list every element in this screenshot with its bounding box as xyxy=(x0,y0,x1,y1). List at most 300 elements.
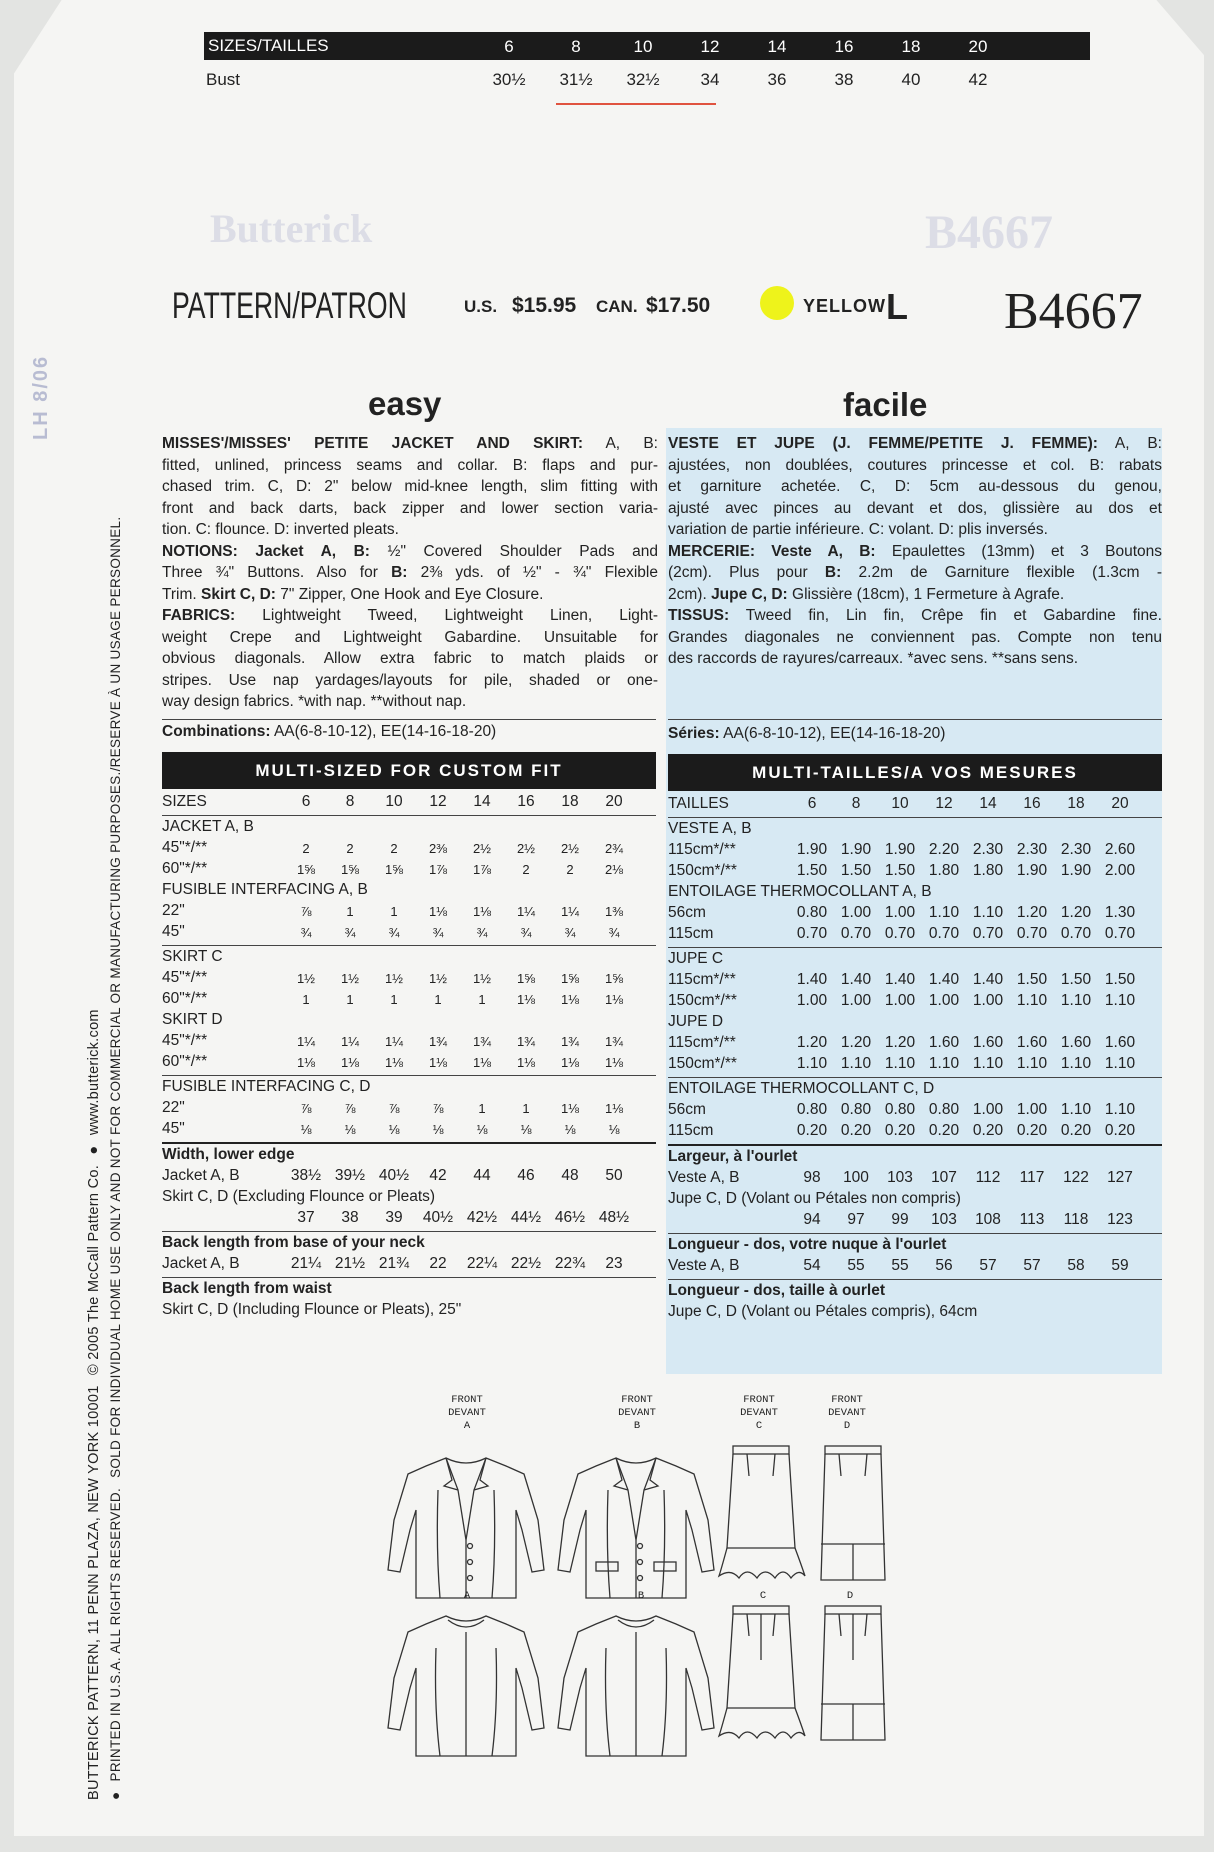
row-label: 45" xyxy=(162,923,185,940)
table-cell: ⅛ xyxy=(344,1122,356,1137)
table-cell: 1 xyxy=(478,1101,486,1116)
table-divider xyxy=(162,1075,656,1076)
table-row xyxy=(162,969,656,990)
table-cell: 1¾ xyxy=(516,1034,536,1049)
table-cell: 38½ xyxy=(290,1167,322,1184)
row-label: 115cm*/** xyxy=(668,841,736,858)
table-cell: 0.70 xyxy=(928,925,960,942)
table-cell: 12 xyxy=(935,795,953,812)
table-cell: ¾ xyxy=(608,925,620,940)
table-cell: ¾ xyxy=(344,925,356,940)
table-divider xyxy=(668,817,1162,818)
side-website: www.butterick.com xyxy=(86,1009,102,1136)
table-cell: 1.80 xyxy=(972,862,1004,879)
row-label: 22" xyxy=(162,1099,185,1116)
row-label: Skirt C, D (Including Flounce or Pleats), 25" xyxy=(162,1301,462,1318)
table-row xyxy=(668,862,1162,883)
jacket-back-drawing xyxy=(556,1608,716,1758)
table-cell: 0.80 xyxy=(840,1101,872,1118)
english-description-line: fitted, unlined, princess seams and collar. B: flaps and pur- xyxy=(162,456,658,474)
table-cell: 0.70 xyxy=(884,925,916,942)
table-row xyxy=(162,948,656,969)
table-cell: 1½ xyxy=(472,971,492,986)
table-cell: 1.10 xyxy=(972,1055,1004,1072)
table-row xyxy=(162,1167,656,1188)
pattern-number: B4667 xyxy=(1004,283,1143,340)
ink-stamp: LH 8/06 xyxy=(30,354,52,440)
table-cell: 1¼ xyxy=(340,1034,360,1049)
size-cell: 12 xyxy=(700,37,720,56)
front-view-label-line: DEVANT xyxy=(618,1407,656,1419)
table-cell: 1.00 xyxy=(1016,1101,1048,1118)
front-view-label xyxy=(724,1394,794,1433)
table-cell: ¾ xyxy=(476,925,488,940)
table-cell: 1.90 xyxy=(796,841,828,858)
size-letter: L xyxy=(886,286,908,327)
table-cell: 2.60 xyxy=(1104,841,1136,858)
table-cell: 2½ xyxy=(472,841,492,856)
table-cell: 57 xyxy=(1023,1257,1041,1274)
table-row xyxy=(162,881,656,902)
series-value: AA(6-8-10-12), EE(14-16-18-20) xyxy=(723,725,946,742)
bust-cell: 38 xyxy=(834,70,854,89)
table-cell: ⅞ xyxy=(300,1101,312,1116)
front-view-label-line: DEVANT xyxy=(828,1407,866,1419)
skirt-front-drawing xyxy=(721,1440,801,1590)
table-cell: 1.00 xyxy=(884,904,916,921)
size-cell: 6 xyxy=(504,37,514,56)
table-cell: 1.60 xyxy=(1016,1034,1048,1051)
row-label: Largeur, à l'ourlet xyxy=(668,1148,798,1165)
table-cell: 1¾ xyxy=(472,1034,492,1049)
table-cell: 1.60 xyxy=(972,1034,1004,1051)
table-row xyxy=(162,1053,656,1074)
table-cell: 1⅞ xyxy=(428,862,448,877)
table-cell: 1⅛ xyxy=(560,992,580,1007)
row-label: FUSIBLE INTERFACING A, B xyxy=(162,881,368,898)
table-cell: 0.20 xyxy=(1104,1122,1136,1139)
table-cell: ⅛ xyxy=(476,1122,488,1137)
side-legal-text-2: ● PRINTED IN U.S.A. ALL RIGHTS RESERVED. SOLD FOR INDIVIDUAL HOME USE ONLY AND NOT FOR COMMERCIAL OR MANUFACTURING PURPOSES./RESERVE À UN USAGE PERSONNEL. xyxy=(108,516,123,1800)
table-cell: 12 xyxy=(429,793,447,810)
table-cell: 1.10 xyxy=(796,1055,828,1072)
bust-label: Bust xyxy=(206,70,241,89)
row-label: 115cm xyxy=(668,1122,714,1139)
table-row xyxy=(162,902,656,923)
table-cell: 2 xyxy=(390,841,398,856)
table-cell: ¾ xyxy=(388,925,400,940)
table-cell: 0.20 xyxy=(928,1122,960,1139)
front-view-label xyxy=(812,1394,882,1433)
table-cell: 40½ xyxy=(378,1167,410,1184)
table-cell: 2⅛ xyxy=(604,862,624,877)
front-view-label-line: D xyxy=(843,1420,851,1432)
row-label: Jupe C, D (Volant ou Pétales non compris) xyxy=(668,1190,961,1207)
table-cell: 1.10 xyxy=(840,1055,872,1072)
table-cell: 1.10 xyxy=(1104,992,1136,1009)
french-description-line: ajusté avec pinces au devant et dos, glissière au dos et xyxy=(668,499,1162,517)
table-row xyxy=(162,1120,656,1141)
front-view-label-line: FRONT xyxy=(743,1394,775,1406)
row-label: 45"*/** xyxy=(162,969,208,986)
english-description-line: Three ¾" Buttons. Also for B: 2⅜ yds. of ½" - ¾" Flexible xyxy=(162,564,658,581)
table-cell: 1.40 xyxy=(928,971,960,988)
english-description-line: obvious diagonals. Allow extra fabric to match plaids or xyxy=(162,650,658,667)
combinations-label: Combinations: xyxy=(162,723,271,740)
table-cell: 16 xyxy=(517,793,535,810)
size-cell: 18 xyxy=(901,37,921,56)
table-cell: 1⅛ xyxy=(428,904,448,919)
table-row xyxy=(162,1011,656,1032)
table-cell: 1.10 xyxy=(1104,1101,1136,1118)
table-cell: 1.10 xyxy=(884,1055,916,1072)
table-cell: 1.90 xyxy=(1016,862,1048,879)
table-cell: 0.20 xyxy=(1016,1122,1048,1139)
table-cell: ⅛ xyxy=(432,1122,444,1137)
table-cell: 1 xyxy=(522,1101,530,1116)
table-cell: 1.10 xyxy=(1060,1101,1092,1118)
table-cell: 1 xyxy=(302,992,310,1007)
table-cell: 1⅛ xyxy=(296,1055,316,1070)
table-cell: 0.70 xyxy=(796,925,828,942)
table-divider xyxy=(162,815,656,816)
table-cell: 22 xyxy=(429,1255,447,1272)
can-price: $17.50 xyxy=(646,294,711,317)
table-cell: 1.10 xyxy=(1016,992,1048,1009)
row-label: VESTE A, B xyxy=(668,820,752,837)
table-cell: 58 xyxy=(1067,1257,1085,1274)
table-cell: 123 xyxy=(1107,1211,1133,1228)
english-description-line: NOTIONS: Jacket A, B: ½" Covered Shoulder Pads and xyxy=(162,542,658,560)
table-cell: ¾ xyxy=(432,925,444,940)
french-description-line: Grandes diagonales ne conviennent pas. Compte non tenu xyxy=(668,628,1162,646)
pattern-label: PATTERN/PATRON xyxy=(172,285,407,326)
row-label: 60"*/** xyxy=(162,1053,208,1070)
table-cell: 1⅜ xyxy=(604,904,624,919)
bust-cell: 42 xyxy=(968,70,988,89)
table-cell: 1.60 xyxy=(928,1034,960,1051)
table-divider xyxy=(162,1142,656,1144)
table-cell: 2.20 xyxy=(928,841,960,858)
table-row xyxy=(668,992,1162,1013)
table-cell: 1.20 xyxy=(1060,904,1092,921)
table-divider xyxy=(668,1233,1162,1234)
row-label: Veste A, B xyxy=(668,1169,740,1186)
table-cell: 2.00 xyxy=(1104,862,1136,879)
side-printed: PRINTED IN U.S.A. ALL RIGHTS RESERVED. xyxy=(108,1487,123,1782)
table-cell: 59 xyxy=(1111,1257,1129,1274)
table-cell: 2.30 xyxy=(1016,841,1048,858)
english-description-line: Trim. Skirt C, D: 7" Zipper, One Hook and Eye Closure. xyxy=(162,585,544,603)
red-marker-line xyxy=(556,103,716,105)
table-row xyxy=(668,1169,1162,1190)
table-cell: 1⅞ xyxy=(472,862,492,877)
table-cell: 1.10 xyxy=(1060,992,1092,1009)
table-cell: 0.20 xyxy=(972,1122,1004,1139)
table-cell: 10 xyxy=(891,795,909,812)
table-cell: 1.50 xyxy=(1104,971,1136,988)
table-row xyxy=(668,925,1162,946)
table-divider xyxy=(668,1144,1162,1146)
table-cell: 1.90 xyxy=(840,841,872,858)
english-description-line: MISSES'/MISSES' PETITE JACKET AND SKIRT: A, B: xyxy=(162,435,658,452)
size-cell: 20 xyxy=(968,37,988,56)
ghost-code: B4667 xyxy=(925,206,1054,259)
table-title-fr: MULTI-TAILLES/A VOS MESURES xyxy=(668,754,1162,791)
table-cell: 1⅝ xyxy=(516,971,536,986)
table-cell: 1.00 xyxy=(840,992,872,1009)
row-label: SKIRT C xyxy=(162,948,223,965)
table-row xyxy=(668,883,1162,904)
table-row xyxy=(668,904,1162,925)
row-label: ENTOILAGE THERMOCOLLANT C, D xyxy=(668,1080,935,1097)
row-label: Back length from waist xyxy=(162,1280,332,1297)
back-view-label: B xyxy=(637,1590,645,1602)
table-cell: 21½ xyxy=(334,1255,366,1272)
table-cell: 1.60 xyxy=(1104,1034,1136,1051)
table-cell: 1.00 xyxy=(796,992,828,1009)
table-cell: 1.50 xyxy=(884,862,916,879)
table-cell: 0.80 xyxy=(796,1101,828,1118)
front-view-label xyxy=(602,1394,672,1433)
table-row xyxy=(668,841,1162,862)
table-cell: 0.20 xyxy=(840,1122,872,1139)
table-row xyxy=(668,1190,1162,1211)
table-row xyxy=(668,971,1162,992)
table-cell: ⅞ xyxy=(432,1101,444,1116)
table-row xyxy=(668,1257,1162,1278)
row-label: 45" xyxy=(162,1120,185,1137)
table-cell: 54 xyxy=(803,1257,821,1274)
us-label: U.S. xyxy=(464,297,498,316)
divider xyxy=(162,719,656,720)
table-cell: 23 xyxy=(605,1255,623,1272)
jacket-back-drawing xyxy=(386,1608,546,1758)
table-cell: ⅞ xyxy=(344,1101,356,1116)
table-cell: 1.30 xyxy=(1104,904,1136,921)
row-label: ENTOILAGE THERMOCOLLANT A, B xyxy=(668,883,932,900)
row-label: Veste A, B xyxy=(668,1257,740,1274)
front-view-label-line: FRONT xyxy=(621,1394,653,1406)
table-cell: 46½ xyxy=(554,1209,586,1226)
table-cell: 1.10 xyxy=(928,1055,960,1072)
table-cell: 20 xyxy=(1111,795,1129,812)
table-divider xyxy=(668,1279,1162,1280)
table-cell: 1.90 xyxy=(884,841,916,858)
table-cell: 1¾ xyxy=(428,1034,448,1049)
table-row xyxy=(162,1234,656,1255)
table-cell: 1 xyxy=(346,992,354,1007)
table-cell: 1.40 xyxy=(796,971,828,988)
table-cell: 1¼ xyxy=(384,1034,404,1049)
table-cell: 0.80 xyxy=(796,904,828,921)
table-cell: 0.80 xyxy=(884,1101,916,1118)
table-row xyxy=(668,1122,1162,1143)
table-cell: 0.70 xyxy=(840,925,872,942)
table-row xyxy=(162,1146,656,1167)
table-cell: 21¾ xyxy=(378,1255,410,1272)
front-view-label-line: FRONT xyxy=(831,1394,863,1406)
table-cell: 1⅛ xyxy=(428,1055,448,1070)
row-label: JACKET A, B xyxy=(162,818,254,835)
table-row xyxy=(668,1055,1162,1076)
ghost-brand: Butterick xyxy=(210,206,373,251)
row-label: 150cm*/** xyxy=(668,1055,737,1072)
table-row xyxy=(668,820,1162,841)
table-cell: 1⅝ xyxy=(384,862,404,877)
table-cell: 1¼ xyxy=(296,1034,316,1049)
table-cell: 103 xyxy=(887,1169,913,1186)
row-label: JUPE D xyxy=(668,1013,724,1030)
row-label: Jacket A, B xyxy=(162,1255,240,1272)
side-address: BUTTERICK PATTERN, 11 PENN PLAZA, NEW YORK 10001 xyxy=(86,1385,102,1800)
row-label: 60"*/** xyxy=(162,990,208,1007)
skirt-back-drawing xyxy=(813,1600,893,1750)
us-price: $15.95 xyxy=(512,294,577,317)
table-cell: 55 xyxy=(847,1257,865,1274)
table-cell: 117 xyxy=(1019,1169,1045,1186)
can-label: CAN. xyxy=(596,297,638,316)
table-row xyxy=(668,1282,1162,1303)
table-cell: 1 xyxy=(478,992,486,1007)
back-view-label: C xyxy=(759,1590,767,1602)
english-description-line: stripes. Use nap yardages/layouts for pile, shaded or one- xyxy=(162,671,658,689)
french-description-line: variation de partie inférieure. C: volant. D: plis inversés. xyxy=(668,521,1048,538)
table-cell: 1.10 xyxy=(1016,1055,1048,1072)
table-cell: 2 xyxy=(566,862,574,877)
row-label: Back length from base of your neck xyxy=(162,1234,425,1251)
table-cell: 1.20 xyxy=(1016,904,1048,921)
side-legal-text: BUTTERICK PATTERN, 11 PENN PLAZA, NEW YORK 10001 © 2005 The McCall Pattern Co. ● www.butterick.com xyxy=(86,1009,102,1800)
table-cell: 1.50 xyxy=(1016,971,1048,988)
row-label: 56cm xyxy=(668,904,706,921)
table-cell: 0.20 xyxy=(1060,1122,1092,1139)
row-label: SKIRT D xyxy=(162,1011,223,1028)
row-label: JUPE C xyxy=(668,950,724,967)
yardage-table-en xyxy=(162,793,656,1322)
english-description-line: chased trim. C, D: 2" below mid-knee length, slim fitting with xyxy=(162,478,658,495)
table-cell: 18 xyxy=(561,793,579,810)
heading-facile: facile xyxy=(843,386,928,423)
combinations-value: AA(6-8-10-12), EE(14-16-18-20) xyxy=(273,723,497,740)
table-cell: 1.00 xyxy=(972,992,1004,1009)
english-description-line: front and back darts, back zipper and lower section varia- xyxy=(162,499,658,517)
row-label: 60"*/** xyxy=(162,860,208,877)
english-description-line: way design fabrics. *with nap. **without nap. xyxy=(162,693,467,710)
table-cell: ⅞ xyxy=(300,904,312,919)
table-row xyxy=(162,923,656,944)
size-cell: 14 xyxy=(767,37,787,56)
table-cell: 1 xyxy=(390,992,398,1007)
skirt-back-drawing xyxy=(721,1600,801,1750)
table-cell: 2½ xyxy=(560,841,580,856)
table-cell: 40½ xyxy=(422,1209,454,1226)
row-label: 22" xyxy=(162,902,185,919)
table-cell: 10 xyxy=(385,793,403,810)
table-cell: 1.40 xyxy=(840,971,872,988)
table-row xyxy=(162,1188,656,1209)
table-cell: 1¼ xyxy=(560,904,580,919)
bust-cell: 31½ xyxy=(559,70,593,89)
table-cell: ⅛ xyxy=(520,1122,532,1137)
table-cell: 1 xyxy=(434,992,442,1007)
table-cell: 48½ xyxy=(598,1209,630,1226)
table-row xyxy=(162,1032,656,1053)
series-label: Séries: xyxy=(668,725,720,742)
table-row xyxy=(162,1301,656,1322)
table-row xyxy=(668,1211,1162,1232)
english-description-line: weight Crepe and Lightweight Gabardine. Unsuitable for xyxy=(162,628,658,646)
row-label: Jupe C, D (Volant ou Pétales compris), 64cm xyxy=(668,1303,978,1320)
table-cell: ¾ xyxy=(300,925,312,940)
table-cell: 107 xyxy=(931,1169,957,1186)
table-cell: 16 xyxy=(1023,795,1041,812)
table-cell: 22¾ xyxy=(554,1255,586,1272)
table-cell: 108 xyxy=(975,1211,1001,1228)
table-cell: 50 xyxy=(605,1167,623,1184)
table-cell: ⅛ xyxy=(564,1122,576,1137)
french-description-line: 2cm). Jupe C, D: Glissière (18cm), 1 Fermeture à Agrafe. xyxy=(668,585,1065,603)
side-copyright: © 2005 The McCall Pattern Co. xyxy=(86,1164,102,1376)
table-cell: 1¾ xyxy=(560,1034,580,1049)
color-dot xyxy=(760,286,794,320)
table-cell: 100 xyxy=(843,1169,869,1186)
table-cell: 14 xyxy=(473,793,491,810)
table-cell: 1.00 xyxy=(972,1101,1004,1118)
french-description xyxy=(668,433,1162,670)
french-description-line: des raccords de rayures/carreaux. *avec sens. **sans sens. xyxy=(668,650,1079,667)
size-header-bar xyxy=(204,32,1090,60)
table-cell: 118 xyxy=(1063,1211,1089,1228)
sizes-label: SIZES/TAILLES xyxy=(208,36,329,55)
table-cell: 55 xyxy=(891,1257,909,1274)
front-view-label-line: B xyxy=(633,1420,641,1432)
table-cell: 2⅜ xyxy=(428,841,448,856)
row-label: 115cm xyxy=(668,925,714,942)
table-cell: 1½ xyxy=(340,971,360,986)
divider xyxy=(668,719,1162,720)
table-cell: 6 xyxy=(807,795,817,812)
table-row xyxy=(668,1303,1162,1324)
table-cell: 1½ xyxy=(296,971,316,986)
table-cell: 1⅝ xyxy=(340,862,360,877)
table-cell: 1 xyxy=(390,904,398,919)
table-cell: 1.10 xyxy=(1060,1055,1092,1072)
table-cell: 1⅛ xyxy=(472,904,492,919)
table-cell: 2.30 xyxy=(972,841,1004,858)
table-cell: 39 xyxy=(385,1209,403,1226)
table-cell: 1.10 xyxy=(1104,1055,1136,1072)
table-cell: 94 xyxy=(803,1211,821,1228)
table-cell: 1.00 xyxy=(884,992,916,1009)
table-row xyxy=(668,1080,1162,1101)
table-cell: 127 xyxy=(1107,1169,1133,1186)
row-label: 45"*/** xyxy=(162,1032,208,1049)
table-cell: 1.50 xyxy=(840,862,872,879)
table-cell: 99 xyxy=(891,1211,909,1228)
table-cell: 1 xyxy=(346,904,354,919)
table-cell: 0.70 xyxy=(972,925,1004,942)
table-cell: 2.30 xyxy=(1060,841,1092,858)
table-cell: 1⅛ xyxy=(516,992,536,1007)
table-cell: 44 xyxy=(473,1167,491,1184)
table-cell: 1.90 xyxy=(1060,862,1092,879)
table-cell: ¾ xyxy=(520,925,532,940)
table-cell: 42 xyxy=(429,1167,447,1184)
table-row xyxy=(162,1078,656,1099)
french-description-line: et garniture achetée. C, D: 5cm au-dessous du genou, xyxy=(668,478,1162,495)
table-cell: 8 xyxy=(345,793,355,810)
